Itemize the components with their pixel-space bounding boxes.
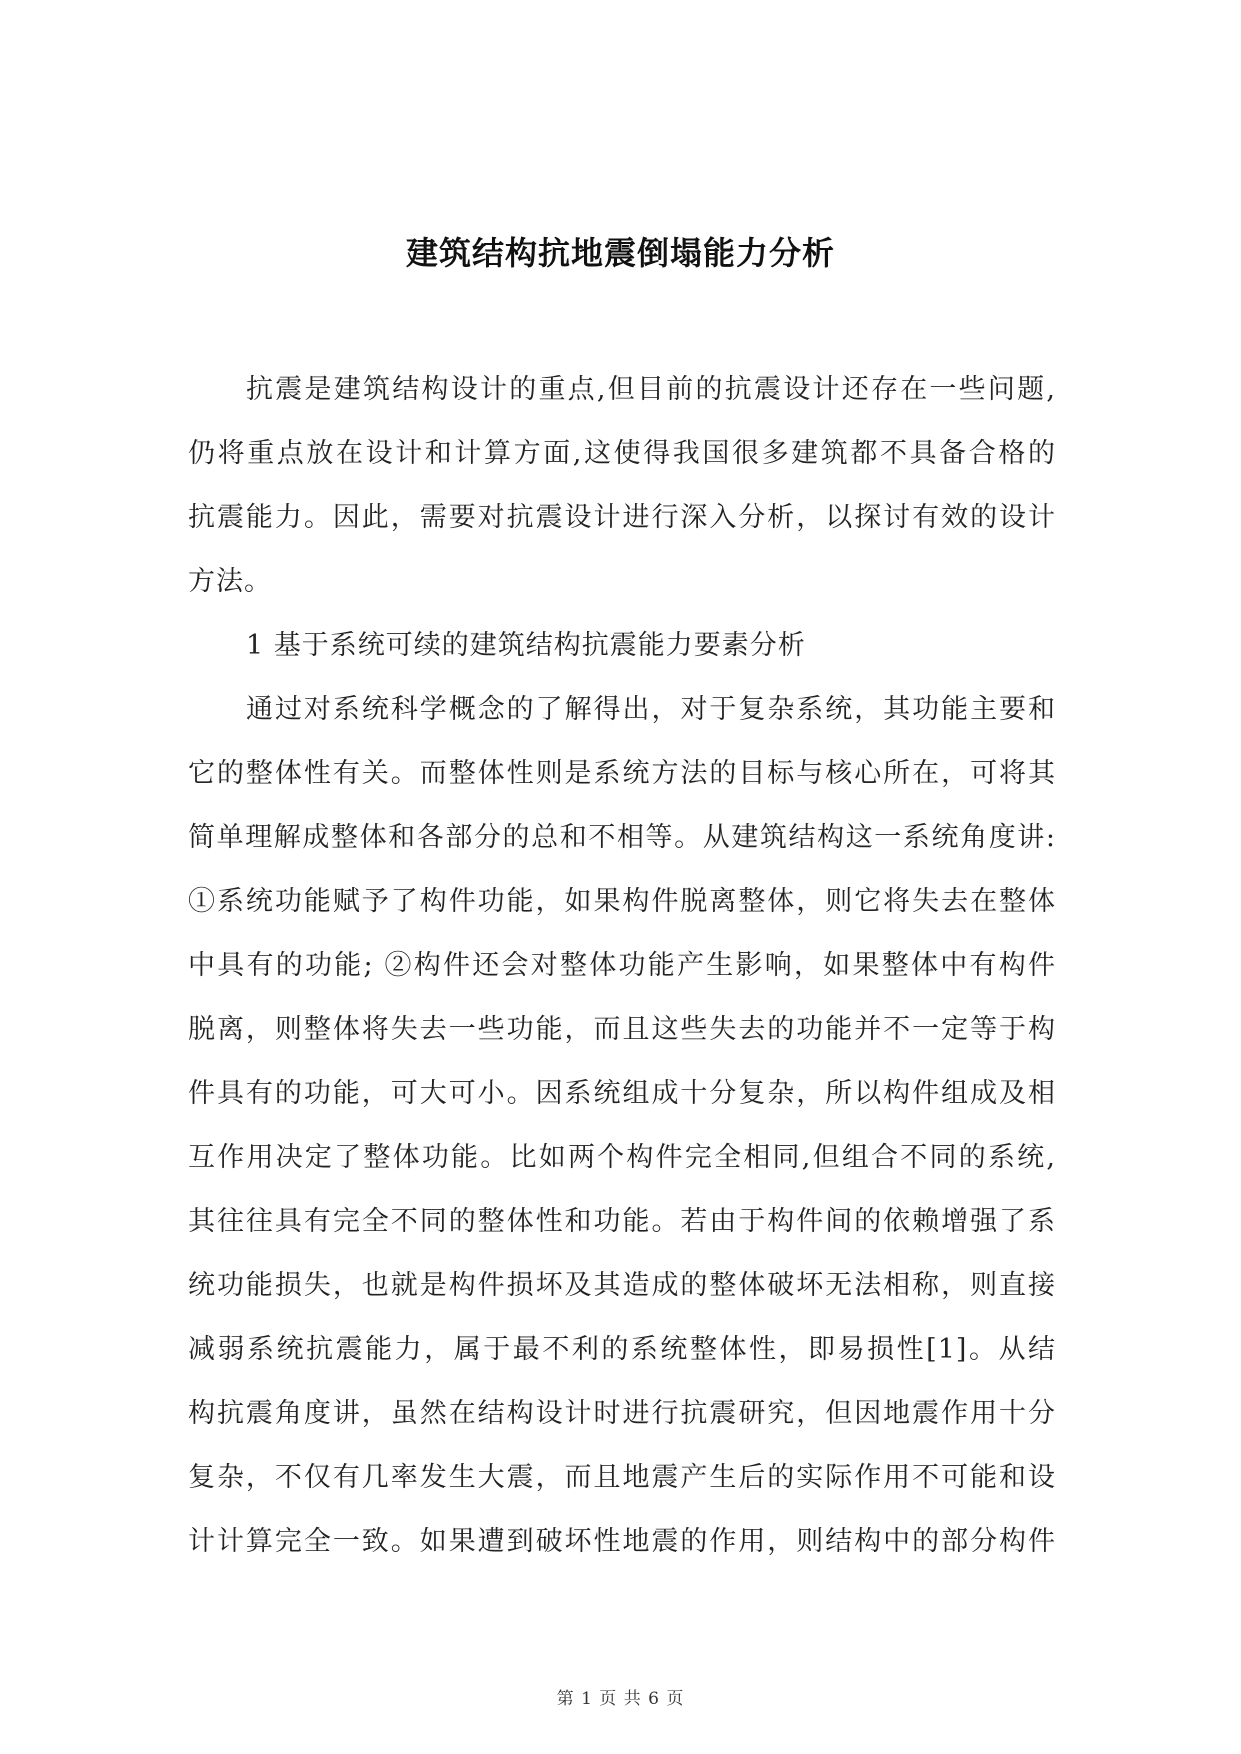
paragraph-line: 通过对系统科学概念的了解得出，对于复杂系统，其功能主要和 — [246, 694, 1056, 725]
paragraph-line: 其往往具有完全不同的整体性和功能。若由于构件间的依赖增强了系 — [188, 1206, 1056, 1237]
paragraph-line: 复杂，不仅有几率发生大震，而且地震产生后的实际作用不可能和设 — [188, 1462, 1056, 1493]
paragraph-line: ①系统功能赋予了构件功能，如果构件脱离整体，则它将失去在整体 — [188, 886, 1056, 917]
paragraph-line: 中具有的功能; ②构件还会对整体功能产生影响，如果整体中有构件 — [188, 950, 1056, 981]
paragraph-line: 计计算完全一致。如果遭到破坏性地震的作用，则结构中的部分构件 — [188, 1526, 1056, 1557]
paragraph-line: 构抗震角度讲，虽然在结构设计时进行抗震研究，但因地震作用十分 — [188, 1398, 1056, 1429]
page-footer: 第 1 页 共 6 页 — [556, 1689, 685, 1709]
paragraph-line: 统功能损失，也就是构件损坏及其造成的整体破坏无法相称，则直接 — [188, 1270, 1056, 1301]
document-body — [188, 358, 1056, 1574]
paragraph-line: 抗震能力。因此，需要对抗震设计进行深入分析，以探讨有效的设计 — [188, 502, 1056, 533]
paragraph-line: 件具有的功能，可大可小。因系统组成十分复杂，所以构件组成及相 — [188, 1078, 1056, 1109]
paragraph-line: 它的整体性有关。而整体性则是系统方法的目标与核心所在，可将其 — [188, 758, 1056, 789]
paragraph-line: 减弱系统抗震能力，属于最不利的系统整体性，即易损性[1]。从结 — [188, 1334, 1056, 1365]
paragraph-line: 方法。 — [188, 566, 272, 597]
paragraph-line: 简单理解成整体和各部分的总和不相等。从建筑结构这一系统角度讲: — [188, 822, 1056, 853]
paragraph-line: 抗震是建筑结构设计的重点,但目前的抗震设计还存在一些问题, — [246, 374, 1056, 405]
paragraph-line: 脱离，则整体将失去一些功能，而且这些失去的功能并不一定等于构 — [188, 1014, 1056, 1045]
section-heading: 1 基于系统可续的建筑结构抗震能力要素分析 — [246, 630, 806, 661]
paragraph-line: 互作用决定了整体功能。比如两个构件完全相同,但组合不同的系统, — [188, 1142, 1056, 1173]
paragraph-line: 仍将重点放在设计和计算方面,这使得我国很多建筑都不具备合格的 — [188, 438, 1056, 469]
document-title: 建筑结构抗地震倒塌能力分析 — [405, 234, 835, 272]
